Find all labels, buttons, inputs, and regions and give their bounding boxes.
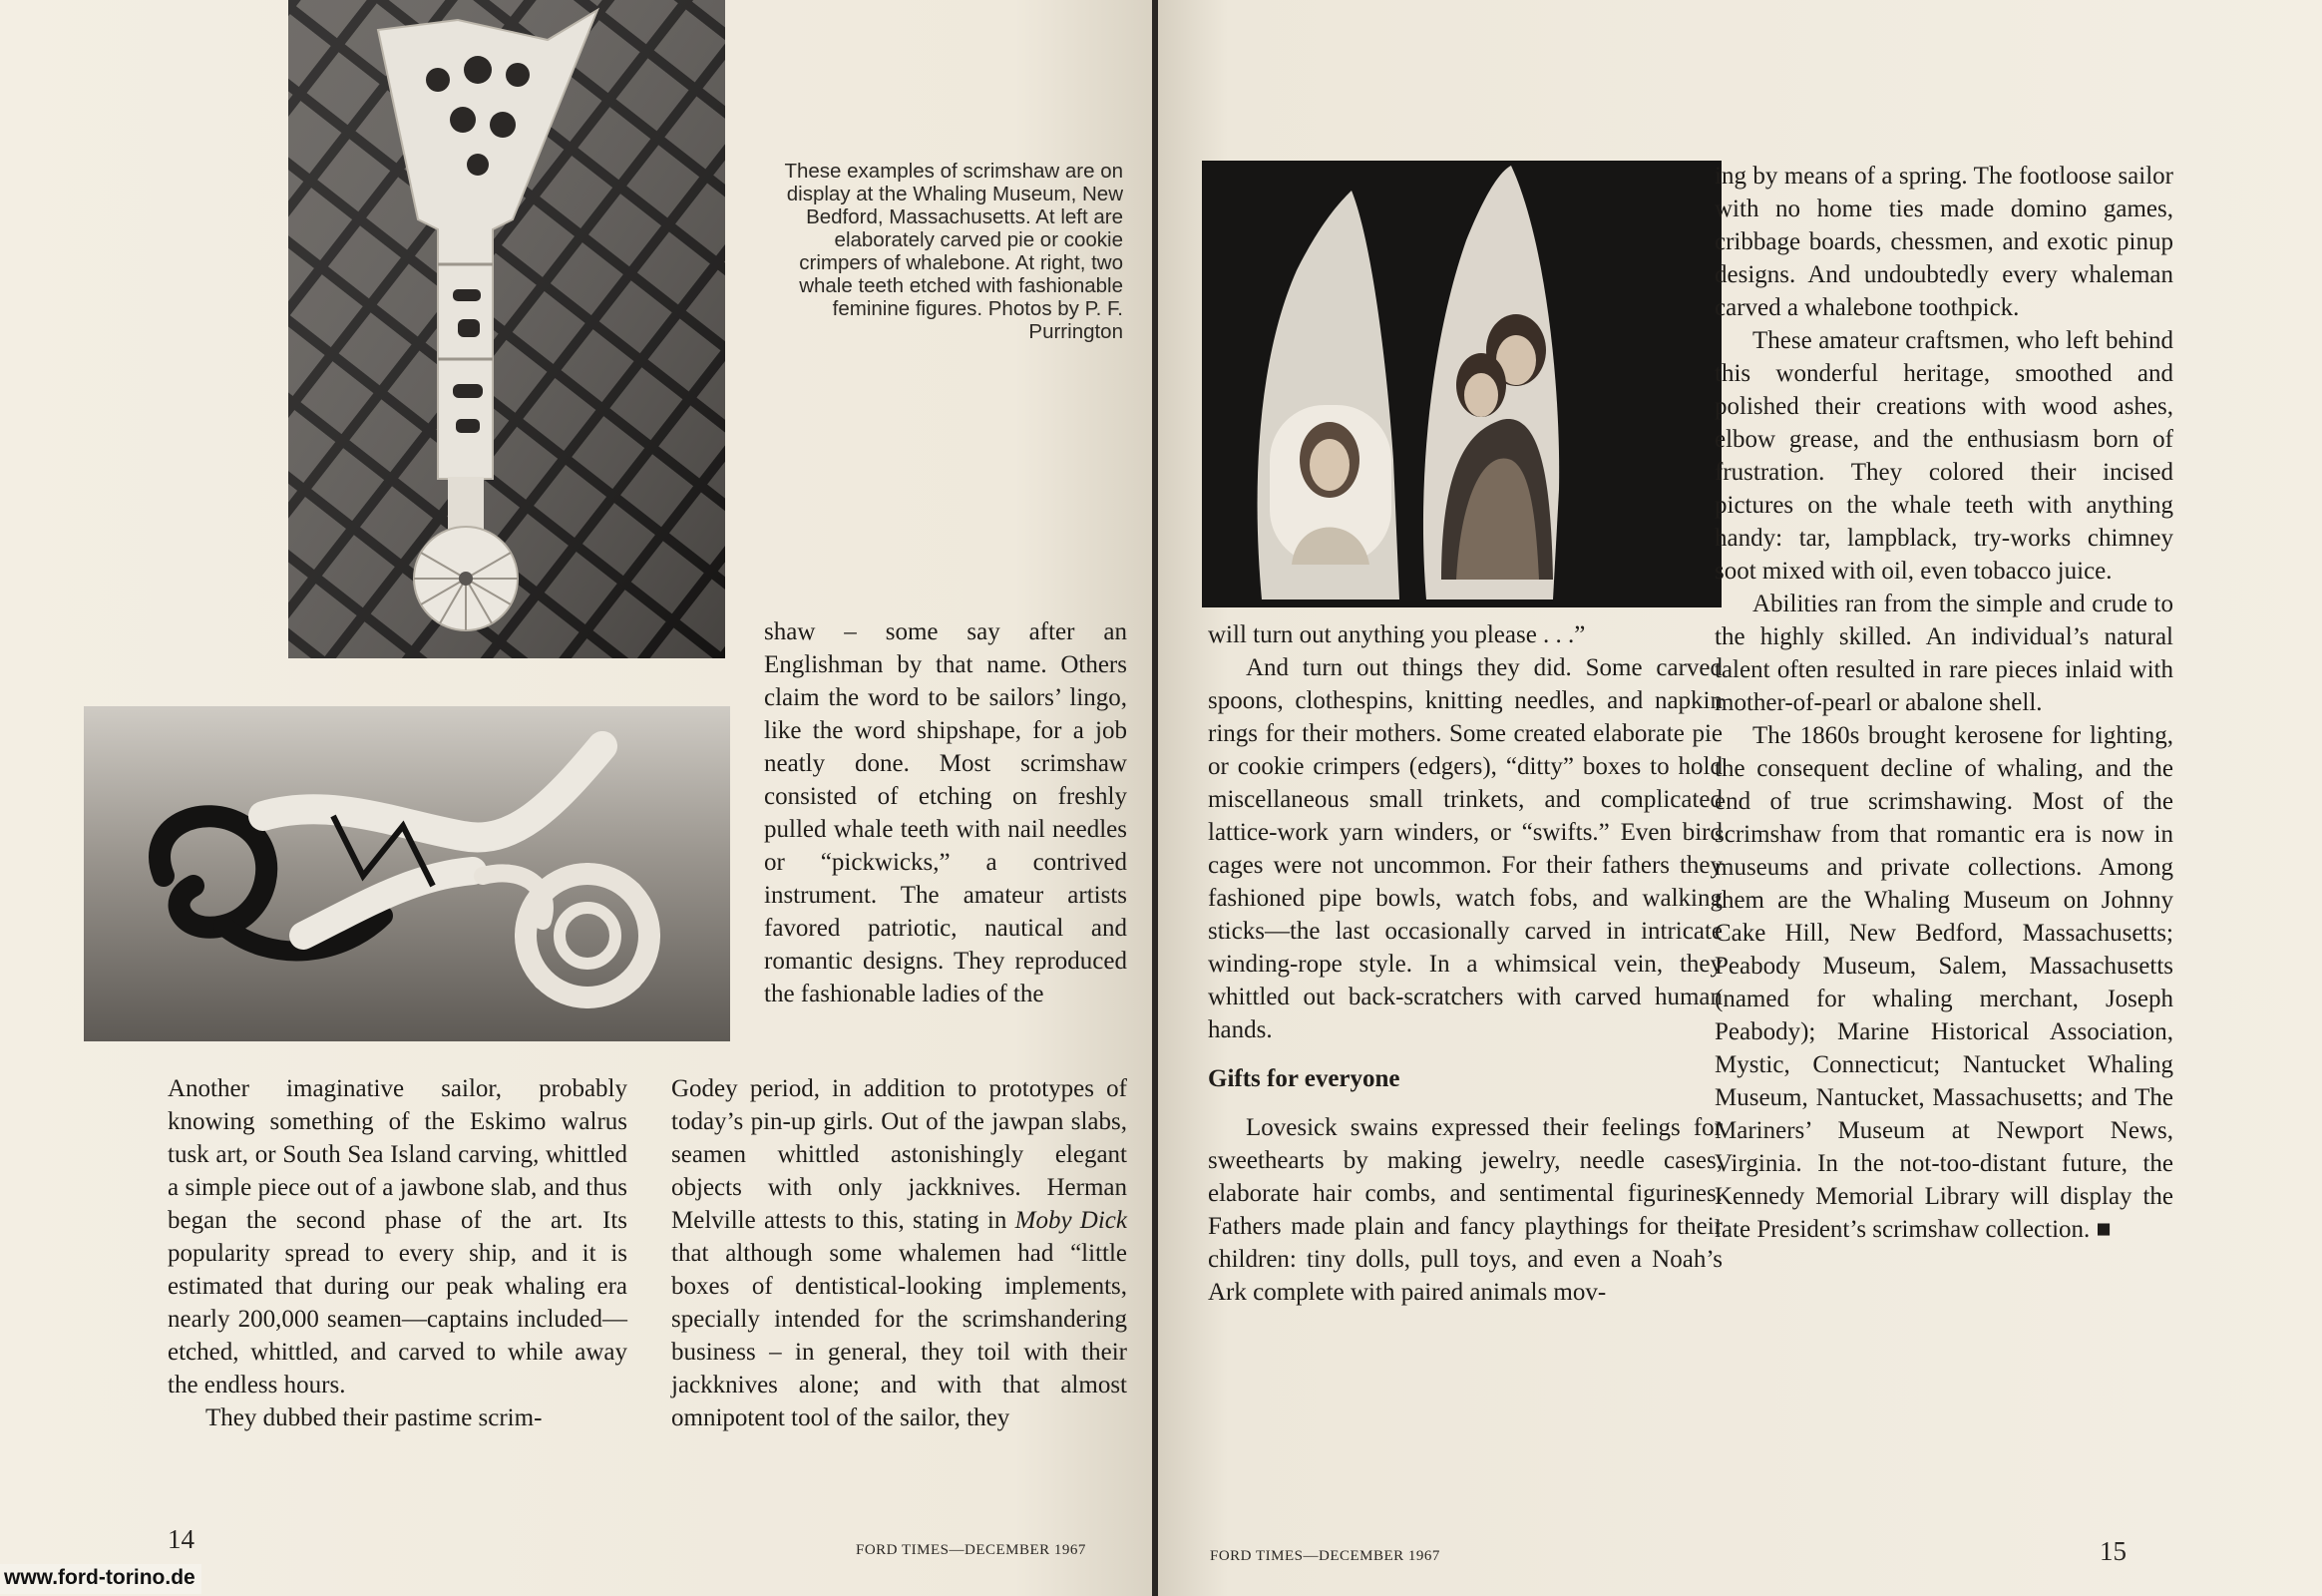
paragraph: Another imaginative sailor, probably knowing something of the Eskimo walrus tusk art, or South Sea Island carving, whittled a simple piece out of a jawbone slab, and thus began the second phase of the art. Its popularity spread to every ship, and it is estimated that during our peak whaling era nearly 200,000 seamen—captains included—etched, whittled, and carved to while away the endless hours. [168,1075,627,1398]
photo-caption: These examples of scrimshaw are on display at the Whaling Museum, New Bedford, Massachusetts. At left are elaborately carved pie or cookie crimpers of whalebone. At right, two whale teeth etched with fashionable feminine figures. Photos by P. F. Purrington [784,160,1123,343]
running-footer-left: FORD TIMES—DECEMBER 1967 [856,1542,1086,1558]
page-number-left: 14 [168,1524,194,1554]
page-number-right: 15 [2100,1536,2127,1566]
left-page-column-2-top [764,615,1127,1010]
paragraph: Godey period, in addition to prototypes of today’s pin-up girls. Out of the jawpan slabs, seamen whittled astonishingly elegant objects with only jackknives. Herman Melville attests to this, stating in Moby Dick that although some whalemen had “little boxes of dentistical-looking implements, specially intended for the scrimshandering business – in general, they toil with their jackknives alone; and with that almost omnipotent tool of the sailor, they [671,1075,1127,1431]
paragraph: They dubbed their pastime scrim- [205,1404,543,1431]
left-page-column-1 [168,1072,627,1434]
paragraph: will turn out anything you please . . .” [1208,621,1586,648]
paragraph: Lovesick swains expressed their feelings for sweethearts by making jewelry, needle cases, elaborate hair combs, and sentimental figurines. Fathers made plain and fancy playthings for their children: tiny dolls, pull toys, and even a Noah’s Ark complete with paired animals mov- [1208,1114,1723,1306]
website-watermark: www.ford-torino.de [0,1564,201,1594]
paragraph: Abilities ran from the simple and crude to the highly skilled. An individual’s natural talent often resulted in rare pieces inlaid with mother-of-pearl or abalone shell. [1715,591,2173,716]
paragraph: The 1860s brought kerosene for lighting, the consequent decline of whaling, and the end of true scrimshawing. Most of the scrimshaw from that romantic era is now in museums and private collections. Among them are the Whaling Museum on Johnny Cake Hill, New Bedford, Massachusetts; Peabody Museum, Salem, Massachusetts (named for whaling merchant, Joseph Peabody); Marine Historical Association, Mystic, Connecticut; Nantucket Whaling Museum, Nantucket, Massachusetts; and The Mariners’ Museum at Newport News, Virginia. In the not-too-distant future, the Kennedy Memorial Library will display the late President’s scrimshaw collection. ■ [1715,722,2173,1243]
photo-etched-whale-teeth [1202,161,1722,607]
paragraph: shaw – some say after an Englishman by that name. Others claim the word to be sailors’ lingo, like the word shipshape, for a job neatly done. Most scrimshaw consisted of etching on freshly pulled whale teeth with nail needles or “pickwicks,” a contrived instrument. The amateur artists favored patriotic, nautical and romantic designs. They reproduced the fashionable ladies of the [764,618,1127,1007]
right-page-column-2 [1715,160,2173,1246]
paragraph: ing by means of a spring. The footloose sailor with no home ties made domino games, cribbage boards, chessmen, and exotic pinup designs. And undoubtedly every whaleman carved a whalebone toothpick. [1715,163,2173,321]
running-footer-right: FORD TIMES—DECEMBER 1967 [1210,1548,1440,1564]
photo-serpent-crimper [84,706,730,1041]
photo-crimper-on-net [288,0,725,658]
left-page-column-2-bottom [671,1072,1127,1434]
section-subheading: Gifts for everyone [1208,1065,1400,1092]
book-title: Moby Dick [1014,1207,1127,1234]
right-page [1158,0,2322,1596]
paragraph: And turn out things they did. Some carved spoons, clothespins, knitting needles, and napkin rings for their mothers. Some created elaborate pie or cookie crimpers (edgers), “ditty” boxes to hold miscellaneous small trinkets, and complicated lattice-work yarn winders, or “swifts.” Even bird cages were not uncommon. For their fathers they fashioned pipe bowls, watch fobs, and walking sticks—the last occasionally carved in intricate winding-rope style. In a whimsical vein, they whittled out back-scratchers with carved human hands. [1208,654,1723,1043]
right-page-column-1 [1208,618,1723,1309]
left-page [0,0,1154,1596]
paragraph: These amateur craftsmen, who left behind this wonderful heritage, smoothed and polished their creations with wood ashes, elbow grease, and the enthusiasm born of frustration. They colored their incised pictures on the whale teeth with anything handy: tar, lampblack, try-works chimney soot mixed with oil, even tobacco juice. [1715,327,2173,585]
